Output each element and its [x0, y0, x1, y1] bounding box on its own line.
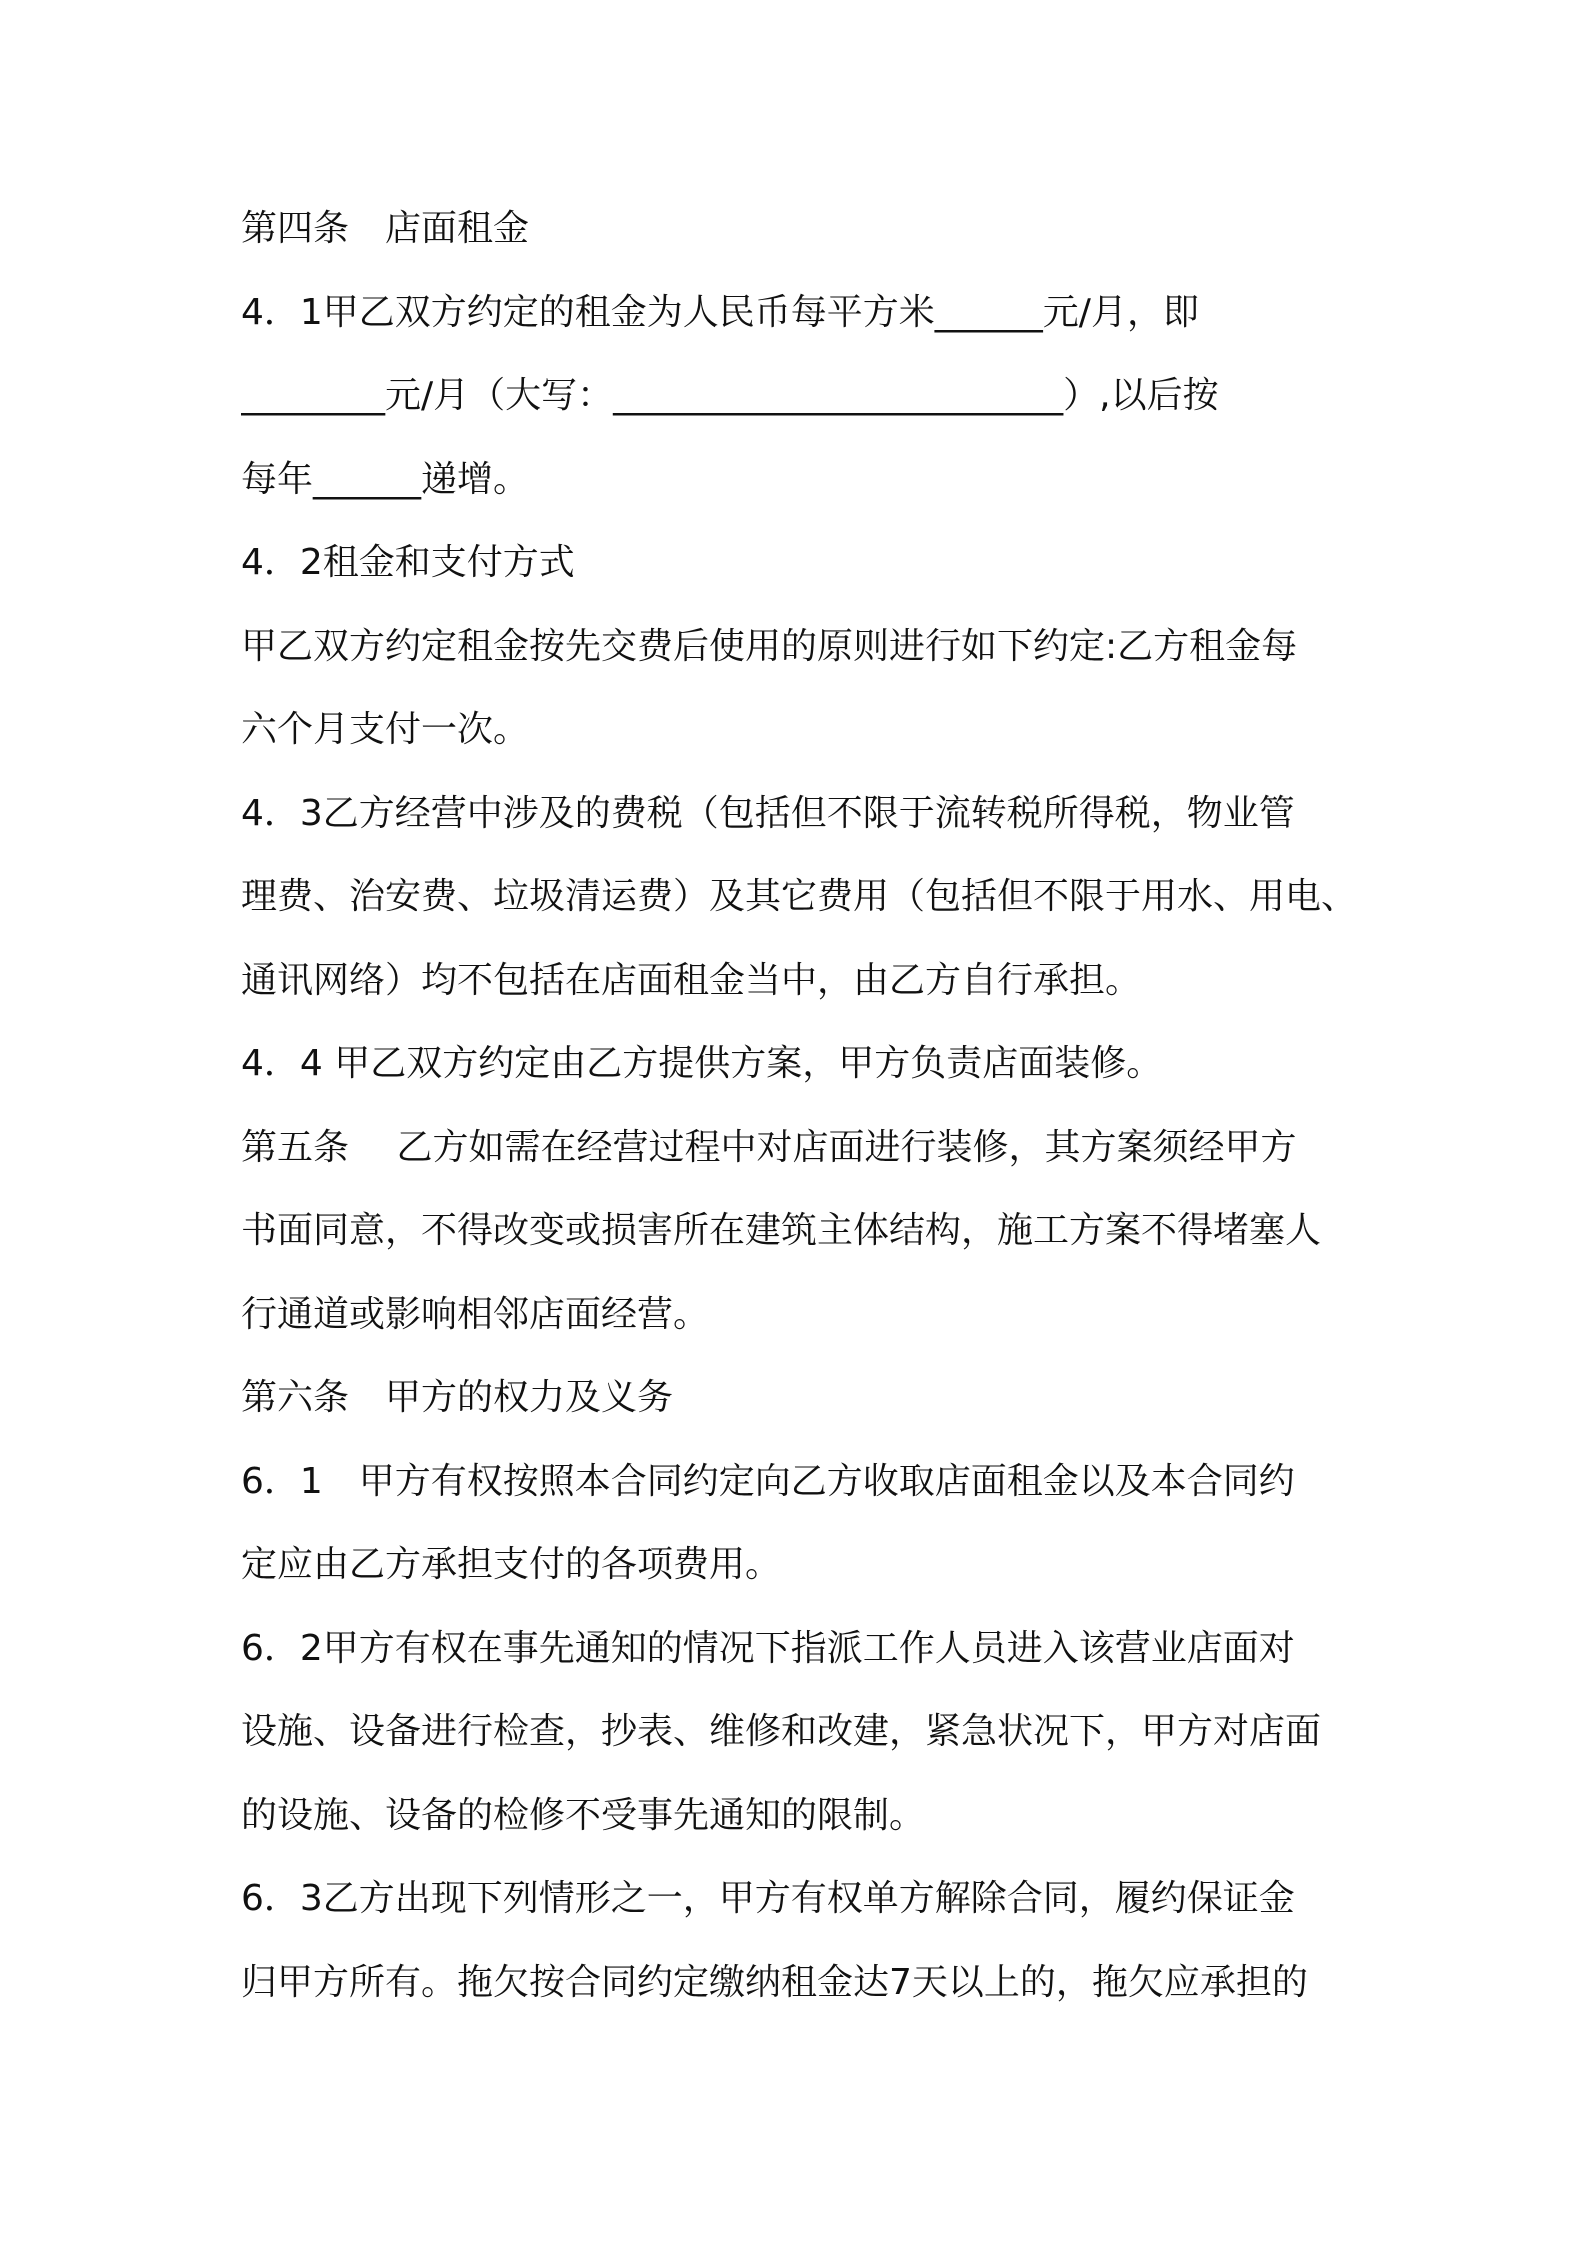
- text-line: 4．4 甲乙双方约定由乙方提供方案，甲方负责店面装修。: [241, 1043, 1163, 1084]
- text-line: 归甲方所有。拖欠按合同约定缴纳租金达7天以上的，拖欠应承担的: [241, 1962, 1308, 2003]
- text-line: ________元/月（大写：_________________________）,以后按: [241, 375, 1219, 416]
- text-line: 设施、设备进行检查，抄表、维修和改建，紧急状况下，甲方对店面: [241, 1711, 1322, 1752]
- text-line: 书面同意，不得改变或损害所在建筑主体结构，施工方案不得堵塞人: [241, 1210, 1322, 1251]
- heading-article-4: 第四条 店面租金: [241, 208, 530, 249]
- text-line: 通讯网络）均不包括在店面租金当中，由乙方自行承担。: [241, 960, 1142, 1001]
- text-line: 4．1甲乙双方约定的租金为人民币每平方米______元/月，即: [241, 292, 1199, 333]
- text-line: 的设施、设备的检修不受事先通知的限制。: [241, 1795, 926, 1836]
- text-line: 行通道或影响相邻店面经营。: [241, 1294, 710, 1335]
- text-line: 6．3乙方出现下列情形之一，甲方有权单方解除合同，履约保证金: [241, 1878, 1295, 1919]
- text-line: 4．3乙方经营中涉及的费税（包括但不限于流转税所得税，物业管: [241, 793, 1295, 834]
- heading-article-6: 第六条 甲方的权力及义务: [241, 1377, 674, 1418]
- text-line: 6．2甲方有权在事先通知的情况下指派工作人员进入该营业店面对: [241, 1628, 1295, 1669]
- text-line: 每年______递增。: [241, 459, 530, 500]
- text-line: 6．1 甲方有权按照本合同约定向乙方收取店面租金以及本合同约: [241, 1461, 1295, 1502]
- text-line: 六个月支付一次。: [241, 709, 530, 750]
- text-line: 定应由乙方承担支付的各项费用。: [241, 1544, 782, 1585]
- text-line: 甲乙双方约定租金按先交费后使用的原则进行如下约定:乙方租金每: [241, 626, 1298, 667]
- subheading-4-2: 4．2租金和支付方式: [241, 542, 575, 583]
- heading-article-5: 第五条 乙方如需在经营过程中对店面进行装修，其方案须经甲方: [241, 1127, 1297, 1168]
- text-line: 理费、治安费、垃圾清运费）及其它费用（包括但不限于用水、用电、: [241, 876, 1358, 917]
